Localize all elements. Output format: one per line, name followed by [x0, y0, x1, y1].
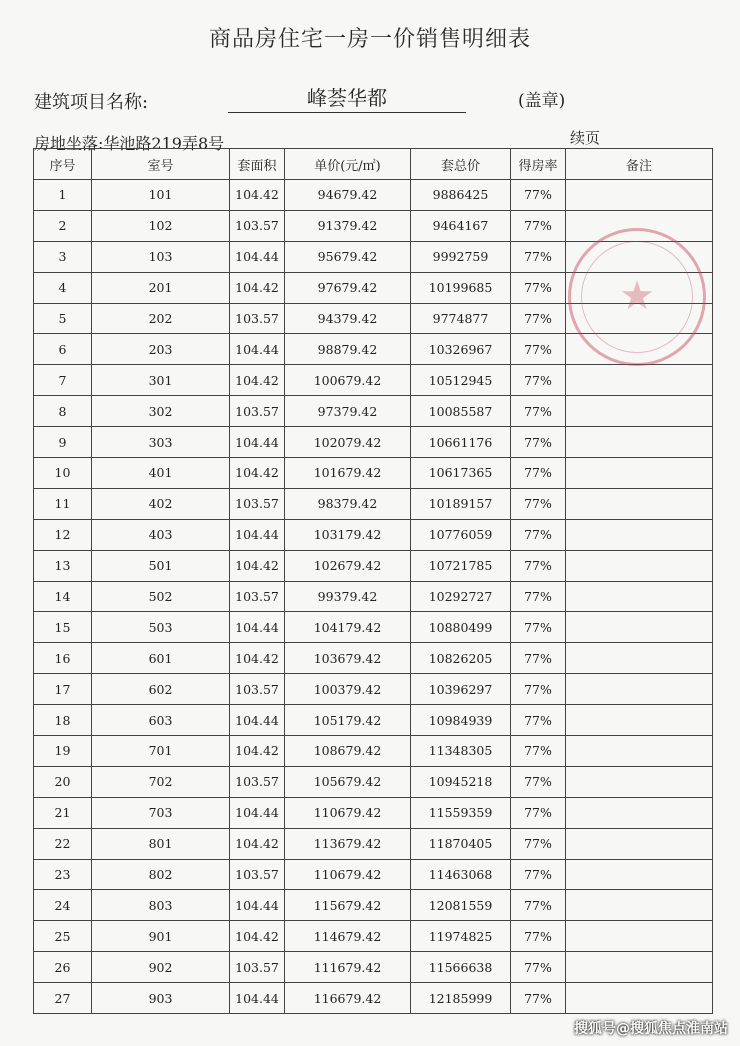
document-title: 商品房住宅一房一价销售明细表	[208, 27, 531, 52]
cell-efficiency: 77%	[511, 303, 566, 334]
cell-unit-price: 102679.42	[285, 550, 411, 581]
cell-room: 903	[92, 983, 230, 1014]
cell-total-price: 10880499	[411, 612, 511, 643]
cell-area: 104.44	[230, 705, 285, 736]
cell-remarks	[566, 180, 713, 211]
cell-total-price: 10326967	[411, 334, 511, 365]
table-row	[34, 859, 713, 890]
table-row	[34, 180, 713, 211]
cell-efficiency: 77%	[511, 983, 566, 1014]
cell-remarks	[566, 365, 713, 396]
seal-label: (盖章)	[518, 91, 566, 111]
cell-index: 4	[34, 272, 92, 303]
cell-total-price: 10661176	[411, 427, 511, 458]
cell-room: 102	[92, 210, 230, 241]
table-row	[34, 334, 713, 365]
cell-index: 19	[34, 736, 92, 767]
cell-efficiency: 77%	[511, 458, 566, 489]
cell-room: 802	[92, 859, 230, 890]
cell-total-price: 10199685	[411, 272, 511, 303]
cell-unit-price: 110679.42	[285, 859, 411, 890]
table-row	[34, 766, 713, 797]
cell-remarks	[566, 241, 713, 272]
cell-remarks	[566, 272, 713, 303]
table-row	[34, 396, 713, 427]
price-detail-table	[33, 148, 713, 1014]
cell-total-price: 11463068	[411, 859, 511, 890]
cell-room: 501	[92, 550, 230, 581]
cell-room: 703	[92, 797, 230, 828]
table-row	[34, 241, 713, 272]
cell-remarks	[566, 890, 713, 921]
cell-area: 104.42	[230, 643, 285, 674]
cell-unit-price: 110679.42	[285, 797, 411, 828]
cell-unit-price: 113679.42	[285, 828, 411, 859]
cell-total-price: 10984939	[411, 705, 511, 736]
address-label: 房地坐落:	[34, 134, 104, 153]
cell-efficiency: 77%	[511, 828, 566, 859]
cell-efficiency: 77%	[511, 396, 566, 427]
cell-index: 1	[34, 180, 92, 211]
cell-unit-price: 91379.42	[285, 210, 411, 241]
cell-index: 26	[34, 952, 92, 983]
cell-area: 103.57	[230, 303, 285, 334]
cell-remarks	[566, 303, 713, 334]
cell-index: 9	[34, 427, 92, 458]
cell-room: 101	[92, 180, 230, 211]
cell-index: 17	[34, 674, 92, 705]
cell-total-price: 10189157	[411, 488, 511, 519]
cell-efficiency: 77%	[511, 859, 566, 890]
cell-area: 103.57	[230, 766, 285, 797]
table-row	[34, 705, 713, 736]
cell-remarks	[566, 427, 713, 458]
cell-remarks	[566, 488, 713, 519]
cell-unit-price: 98379.42	[285, 488, 411, 519]
cell-total-price: 10396297	[411, 674, 511, 705]
cell-remarks	[566, 921, 713, 952]
cell-area: 104.44	[230, 983, 285, 1014]
cell-room: 401	[92, 458, 230, 489]
cell-index: 14	[34, 581, 92, 612]
cell-room: 301	[92, 365, 230, 396]
cell-unit-price: 100379.42	[285, 674, 411, 705]
cell-room: 402	[92, 488, 230, 519]
cell-unit-price: 114679.42	[285, 921, 411, 952]
cell-remarks	[566, 766, 713, 797]
column-header-room: 室号	[92, 149, 230, 180]
cell-area: 104.42	[230, 180, 285, 211]
cell-index: 12	[34, 519, 92, 550]
cell-remarks	[566, 705, 713, 736]
table-row	[34, 952, 713, 983]
cell-area: 104.42	[230, 458, 285, 489]
cell-index: 6	[34, 334, 92, 365]
cell-efficiency: 77%	[511, 488, 566, 519]
project-name-label: 建筑项目名称:	[34, 92, 149, 113]
cell-remarks	[566, 643, 713, 674]
cell-remarks	[566, 859, 713, 890]
cell-efficiency: 77%	[511, 334, 566, 365]
table-row	[34, 736, 713, 767]
cell-area: 104.44	[230, 797, 285, 828]
cell-room: 503	[92, 612, 230, 643]
cell-efficiency: 77%	[511, 674, 566, 705]
table-row	[34, 983, 713, 1014]
cell-room: 403	[92, 519, 230, 550]
cell-efficiency: 77%	[511, 736, 566, 767]
cell-area: 104.42	[230, 365, 285, 396]
cell-area: 104.42	[230, 736, 285, 767]
cell-remarks	[566, 797, 713, 828]
table-row	[34, 828, 713, 859]
cell-index: 22	[34, 828, 92, 859]
cell-area: 104.42	[230, 921, 285, 952]
cell-room: 803	[92, 890, 230, 921]
cell-remarks	[566, 458, 713, 489]
cell-total-price: 12185999	[411, 983, 511, 1014]
cell-efficiency: 77%	[511, 766, 566, 797]
cell-remarks	[566, 396, 713, 427]
cell-efficiency: 77%	[511, 643, 566, 674]
cell-total-price: 10776059	[411, 519, 511, 550]
cell-unit-price: 115679.42	[285, 890, 411, 921]
address-value: 华池路219弄8号	[103, 134, 225, 153]
cell-efficiency: 77%	[511, 365, 566, 396]
cell-unit-price: 102079.42	[285, 427, 411, 458]
cell-area: 104.44	[230, 890, 285, 921]
cell-efficiency: 77%	[511, 612, 566, 643]
cell-efficiency: 77%	[511, 210, 566, 241]
cell-efficiency: 77%	[511, 241, 566, 272]
cell-unit-price: 116679.42	[285, 983, 411, 1014]
cell-remarks	[566, 519, 713, 550]
table-row	[34, 921, 713, 952]
table-row	[34, 303, 713, 334]
cell-index: 5	[34, 303, 92, 334]
cell-total-price: 9464167	[411, 210, 511, 241]
cell-area: 104.44	[230, 612, 285, 643]
cell-room: 602	[92, 674, 230, 705]
cell-index: 15	[34, 612, 92, 643]
cell-index: 8	[34, 396, 92, 427]
cell-remarks	[566, 334, 713, 365]
cell-unit-price: 100679.42	[285, 365, 411, 396]
continued-page-label: 续页	[570, 129, 601, 147]
cell-room: 303	[92, 427, 230, 458]
table-row	[34, 797, 713, 828]
table-row	[34, 488, 713, 519]
cell-unit-price: 103179.42	[285, 519, 411, 550]
cell-total-price: 11559359	[411, 797, 511, 828]
table-row	[34, 643, 713, 674]
cell-total-price: 11348305	[411, 736, 511, 767]
cell-area: 104.42	[230, 272, 285, 303]
cell-area: 104.42	[230, 828, 285, 859]
cell-efficiency: 77%	[511, 180, 566, 211]
cell-unit-price: 103679.42	[285, 643, 411, 674]
cell-index: 11	[34, 488, 92, 519]
cell-room: 502	[92, 581, 230, 612]
cell-area: 103.57	[230, 859, 285, 890]
column-header-index: 序号	[34, 149, 92, 180]
cell-efficiency: 77%	[511, 519, 566, 550]
cell-total-price: 10292727	[411, 581, 511, 612]
cell-area: 104.42	[230, 550, 285, 581]
cell-index: 20	[34, 766, 92, 797]
cell-room: 701	[92, 736, 230, 767]
cell-efficiency: 77%	[511, 952, 566, 983]
cell-total-price: 11566638	[411, 952, 511, 983]
table-row	[34, 550, 713, 581]
cell-area: 104.44	[230, 241, 285, 272]
cell-index: 7	[34, 365, 92, 396]
cell-index: 27	[34, 983, 92, 1014]
cell-room: 801	[92, 828, 230, 859]
cell-total-price: 12081559	[411, 890, 511, 921]
table-row	[34, 612, 713, 643]
cell-unit-price: 97679.42	[285, 272, 411, 303]
cell-area: 104.44	[230, 427, 285, 458]
column-header-area: 套面积	[230, 149, 285, 180]
cell-room: 203	[92, 334, 230, 365]
cell-total-price: 10617365	[411, 458, 511, 489]
cell-index: 25	[34, 921, 92, 952]
cell-index: 24	[34, 890, 92, 921]
cell-room: 901	[92, 921, 230, 952]
cell-efficiency: 77%	[511, 550, 566, 581]
cell-area: 103.57	[230, 210, 285, 241]
cell-total-price: 10085587	[411, 396, 511, 427]
project-name-value: 峰荟华都	[228, 82, 466, 113]
cell-unit-price: 94379.42	[285, 303, 411, 334]
cell-unit-price: 111679.42	[285, 952, 411, 983]
cell-area: 104.44	[230, 519, 285, 550]
cell-remarks	[566, 983, 713, 1014]
cell-area: 103.57	[230, 952, 285, 983]
table-row	[34, 890, 713, 921]
cell-total-price: 11974825	[411, 921, 511, 952]
cell-room: 601	[92, 643, 230, 674]
table-row	[34, 581, 713, 612]
cell-remarks	[566, 550, 713, 581]
table-row	[34, 272, 713, 303]
cell-room: 603	[92, 705, 230, 736]
cell-unit-price: 104179.42	[285, 612, 411, 643]
cell-area: 104.44	[230, 334, 285, 365]
cell-room: 302	[92, 396, 230, 427]
cell-unit-price: 105679.42	[285, 766, 411, 797]
cell-total-price: 11870405	[411, 828, 511, 859]
cell-total-price: 9886425	[411, 180, 511, 211]
cell-area: 103.57	[230, 674, 285, 705]
cell-efficiency: 77%	[511, 921, 566, 952]
cell-area: 103.57	[230, 396, 285, 427]
cell-room: 702	[92, 766, 230, 797]
cell-room: 902	[92, 952, 230, 983]
cell-remarks	[566, 612, 713, 643]
cell-unit-price: 97379.42	[285, 396, 411, 427]
cell-index: 3	[34, 241, 92, 272]
cell-remarks	[566, 674, 713, 705]
cell-room: 103	[92, 241, 230, 272]
cell-index: 21	[34, 797, 92, 828]
cell-total-price: 10826205	[411, 643, 511, 674]
table-row	[34, 365, 713, 396]
table-row	[34, 519, 713, 550]
table-row	[34, 427, 713, 458]
cell-index: 16	[34, 643, 92, 674]
cell-remarks	[566, 210, 713, 241]
column-header-unit-price: 单价(元/㎡)	[285, 149, 411, 180]
cell-room: 201	[92, 272, 230, 303]
cell-total-price: 9774877	[411, 303, 511, 334]
table-header-row	[34, 149, 713, 180]
cell-total-price: 10512945	[411, 365, 511, 396]
column-header-remarks: 备注	[566, 149, 713, 180]
cell-index: 18	[34, 705, 92, 736]
cell-unit-price: 101679.42	[285, 458, 411, 489]
cell-index: 2	[34, 210, 92, 241]
cell-total-price: 10721785	[411, 550, 511, 581]
cell-room: 202	[92, 303, 230, 334]
cell-area: 103.57	[230, 488, 285, 519]
cell-area: 103.57	[230, 581, 285, 612]
cell-remarks	[566, 952, 713, 983]
column-header-efficiency: 得房率	[511, 149, 566, 180]
cell-efficiency: 77%	[511, 427, 566, 458]
cell-total-price: 9992759	[411, 241, 511, 272]
cell-efficiency: 77%	[511, 705, 566, 736]
cell-efficiency: 77%	[511, 797, 566, 828]
seal-star-icon: ★	[619, 273, 655, 319]
cell-unit-price: 108679.42	[285, 736, 411, 767]
cell-remarks	[566, 828, 713, 859]
cell-index: 23	[34, 859, 92, 890]
cell-index: 13	[34, 550, 92, 581]
table-row	[34, 674, 713, 705]
cell-unit-price: 98879.42	[285, 334, 411, 365]
cell-efficiency: 77%	[511, 272, 566, 303]
cell-unit-price: 94679.42	[285, 180, 411, 211]
cell-unit-price: 105179.42	[285, 705, 411, 736]
table-row	[34, 210, 713, 241]
cell-remarks	[566, 581, 713, 612]
cell-index: 10	[34, 458, 92, 489]
cell-total-price: 10945218	[411, 766, 511, 797]
cell-unit-price: 99379.42	[285, 581, 411, 612]
table-row	[34, 458, 713, 489]
column-header-total-price: 套总价	[411, 149, 511, 180]
source-watermark: 搜狐号@搜狐焦点淮南站	[574, 1021, 728, 1037]
cell-efficiency: 77%	[511, 890, 566, 921]
cell-efficiency: 77%	[511, 581, 566, 612]
cell-remarks	[566, 736, 713, 767]
cell-unit-price: 95679.42	[285, 241, 411, 272]
